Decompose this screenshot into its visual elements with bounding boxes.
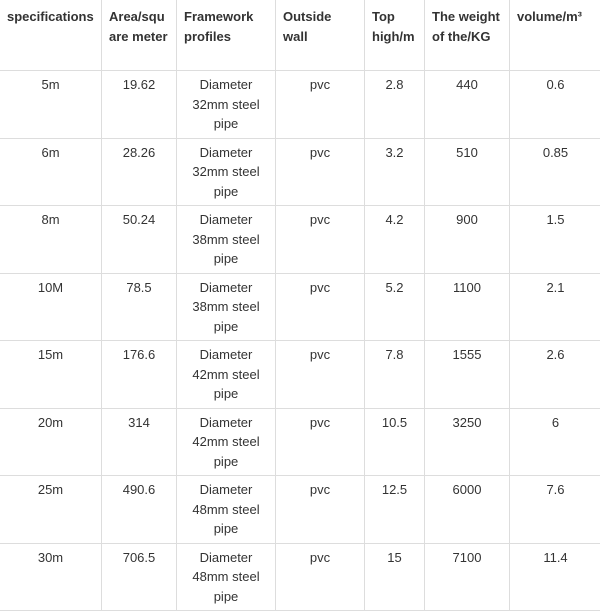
cell-value: 7.8 — [369, 345, 420, 365]
cell-framework-profile — [177, 543, 276, 611]
cell-top-height — [365, 71, 425, 139]
cell-value: Diameter 48mm steel pipe — [183, 548, 269, 607]
cell-weight — [425, 408, 510, 476]
cell-value: 2.6 — [514, 345, 597, 365]
cell-top-height — [365, 138, 425, 206]
cell-specification — [0, 206, 102, 274]
cell-framework-profile — [177, 206, 276, 274]
cell-outside-wall — [276, 476, 365, 544]
cell-top-height — [365, 341, 425, 409]
cell-value: pvc — [280, 75, 360, 95]
cell-value: pvc — [280, 548, 360, 568]
cell-value: 28.26 — [106, 143, 172, 163]
cell-weight — [425, 273, 510, 341]
cell-outside-wall — [276, 206, 365, 274]
cell-value: 7100 — [429, 548, 505, 568]
cell-specification — [0, 543, 102, 611]
cell-value: 7.6 — [514, 480, 597, 500]
header-specifications — [0, 0, 102, 71]
cell-weight — [425, 71, 510, 139]
cell-value: 4.2 — [369, 210, 420, 230]
cell-volume — [510, 206, 600, 274]
cell-value: 900 — [429, 210, 505, 230]
cell-value: Diameter 32mm steel pipe — [183, 143, 269, 202]
cell-value: 11.4 — [514, 548, 597, 568]
header-weight — [425, 0, 510, 71]
table-header-row — [0, 0, 600, 71]
cell-specification — [0, 273, 102, 341]
cell-area — [102, 71, 177, 139]
cell-weight — [425, 138, 510, 206]
cell-value: 2.8 — [369, 75, 420, 95]
table-row — [0, 138, 600, 206]
cell-area — [102, 408, 177, 476]
cell-top-height — [365, 408, 425, 476]
table-row — [0, 71, 600, 139]
cell-value: 490.6 — [106, 480, 172, 500]
header-volume — [510, 0, 600, 71]
table-row — [0, 408, 600, 476]
cell-value: 1555 — [429, 345, 505, 365]
table-body — [0, 71, 600, 611]
cell-top-height — [365, 543, 425, 611]
cell-weight — [425, 206, 510, 274]
cell-outside-wall — [276, 71, 365, 139]
cell-value: 8m — [4, 210, 97, 230]
cell-weight — [425, 476, 510, 544]
header-outside-wall — [276, 0, 365, 71]
cell-volume — [510, 273, 600, 341]
cell-value: Diameter 32mm steel pipe — [183, 75, 269, 134]
cell-volume — [510, 341, 600, 409]
cell-outside-wall — [276, 341, 365, 409]
cell-area — [102, 341, 177, 409]
cell-specification — [0, 476, 102, 544]
cell-area — [102, 138, 177, 206]
cell-weight — [425, 543, 510, 611]
cell-value: 5m — [4, 75, 97, 95]
cell-value: 12.5 — [369, 480, 420, 500]
cell-volume — [510, 476, 600, 544]
cell-volume — [510, 408, 600, 476]
cell-weight — [425, 341, 510, 409]
cell-volume — [510, 138, 600, 206]
cell-area — [102, 206, 177, 274]
cell-value: 314 — [106, 413, 172, 433]
cell-value: 20m — [4, 413, 97, 433]
cell-value: 3250 — [429, 413, 505, 433]
header-label: specifications — [7, 7, 95, 27]
cell-value: pvc — [280, 413, 360, 433]
cell-value: 6m — [4, 143, 97, 163]
cell-value: 176.6 — [106, 345, 172, 365]
header-label: The weight of the/KG — [432, 7, 503, 46]
cell-value: pvc — [280, 345, 360, 365]
cell-specification — [0, 408, 102, 476]
cell-value: 19.62 — [106, 75, 172, 95]
cell-value: 1100 — [429, 278, 505, 298]
cell-outside-wall — [276, 273, 365, 341]
cell-framework-profile — [177, 341, 276, 409]
cell-value: Diameter 38mm steel pipe — [183, 278, 269, 337]
cell-value: Diameter 42mm steel pipe — [183, 345, 269, 404]
cell-outside-wall — [276, 543, 365, 611]
header-framework-profiles — [177, 0, 276, 71]
cell-value: 6000 — [429, 480, 505, 500]
cell-volume — [510, 543, 600, 611]
cell-specification — [0, 138, 102, 206]
cell-value: 78.5 — [106, 278, 172, 298]
cell-value: 2.1 — [514, 278, 597, 298]
cell-value: 15 — [369, 548, 420, 568]
cell-value: Diameter 42mm steel pipe — [183, 413, 269, 472]
cell-area — [102, 476, 177, 544]
header-label: Area/squ are meter — [109, 7, 170, 46]
cell-value: 3.2 — [369, 143, 420, 163]
cell-value: 10M — [4, 278, 97, 298]
cell-specification — [0, 341, 102, 409]
cell-value: 1.5 — [514, 210, 597, 230]
cell-framework-profile — [177, 273, 276, 341]
table-row — [0, 206, 600, 274]
cell-value: pvc — [280, 480, 360, 500]
table-row — [0, 273, 600, 341]
cell-outside-wall — [276, 138, 365, 206]
cell-value: 6 — [514, 413, 597, 433]
cell-specification — [0, 71, 102, 139]
cell-area — [102, 273, 177, 341]
cell-value: 706.5 — [106, 548, 172, 568]
cell-value: 0.6 — [514, 75, 597, 95]
cell-top-height — [365, 206, 425, 274]
cell-framework-profile — [177, 138, 276, 206]
cell-top-height — [365, 273, 425, 341]
cell-framework-profile — [177, 71, 276, 139]
cell-outside-wall — [276, 408, 365, 476]
cell-value: 15m — [4, 345, 97, 365]
header-label: Framework profiles — [184, 7, 269, 46]
cell-framework-profile — [177, 408, 276, 476]
cell-framework-profile — [177, 476, 276, 544]
cell-value: 0.85 — [514, 143, 597, 163]
cell-value: 510 — [429, 143, 505, 163]
cell-value: 50.24 — [106, 210, 172, 230]
table-row — [0, 476, 600, 544]
cell-value: 5.2 — [369, 278, 420, 298]
cell-area — [102, 543, 177, 611]
table-row — [0, 341, 600, 409]
cell-top-height — [365, 476, 425, 544]
header-label: Outside wall — [283, 7, 358, 46]
cell-value: pvc — [280, 210, 360, 230]
cell-volume — [510, 71, 600, 139]
table-row — [0, 543, 600, 611]
cell-value: 440 — [429, 75, 505, 95]
cell-value: 10.5 — [369, 413, 420, 433]
cell-value: 30m — [4, 548, 97, 568]
cell-value: 25m — [4, 480, 97, 500]
cell-value: Diameter 48mm steel pipe — [183, 480, 269, 539]
cell-value: pvc — [280, 278, 360, 298]
header-label: volume/m³ — [517, 7, 595, 27]
cell-value: Diameter 38mm steel pipe — [183, 210, 269, 269]
header-label: Top high/m — [372, 7, 418, 46]
header-area — [102, 0, 177, 71]
cell-value: pvc — [280, 143, 360, 163]
header-top-height — [365, 0, 425, 71]
